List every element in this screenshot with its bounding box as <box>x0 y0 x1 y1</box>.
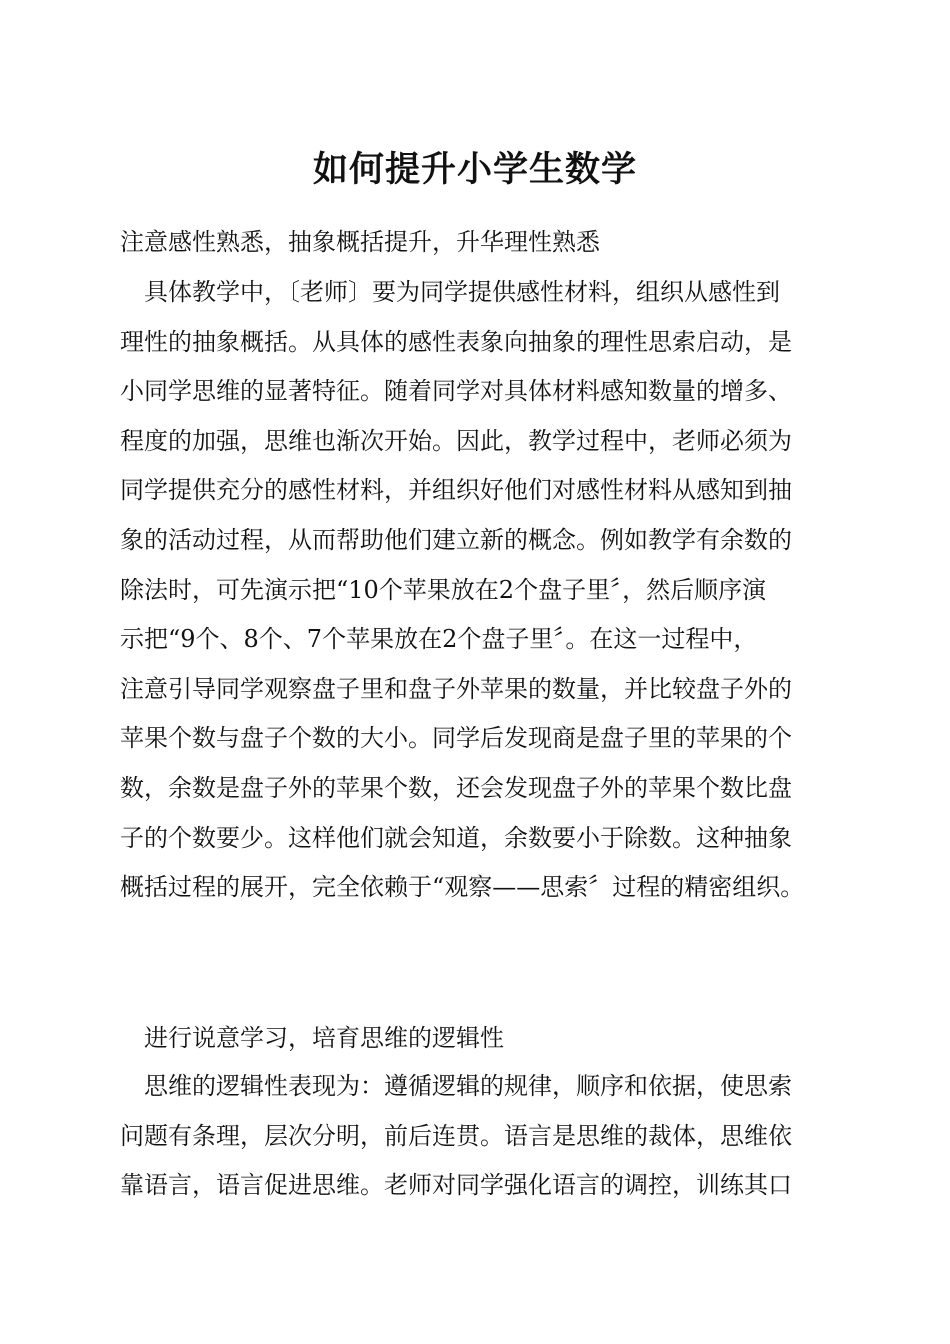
paragraph-line: 小同学思维的显著特征。随着同学对具体材料感知数量的增多、 <box>120 377 792 406</box>
paragraph-line: 象的活动过程，从而帮助他们建立新的概念。例如教学有余数的 <box>120 525 792 554</box>
paragraph-line: 数，余数是盘子外的苹果个数，还会发现盘子外的苹果个数比盘 <box>120 773 792 802</box>
paragraph-line: 理性的抽象概括。从具体的感性表象向抽象的理性思索启动，是 <box>120 327 792 356</box>
paragraph-line: 靠语言，语言促进思维。老师对同学强化语言的调控，训练其口 <box>120 1171 792 1200</box>
document-title: 如何提升小学生数学 <box>312 150 637 190</box>
paragraph-line: 同学提供充分的感性材料，并组织好他们对感性材料从感知到抽 <box>120 476 792 505</box>
paragraph-line: 思维的逻辑性表现为：遵循逻辑的规律，顺序和依据，使思索 <box>144 1072 792 1100</box>
section2-paragraph <box>120 1062 840 1211</box>
paragraph-line: 概括过程的展开，完全依赖于“观察——思索〞过程的精密组织。 <box>120 873 805 902</box>
paragraph-line: 苹果个数与盘子个数的大小。同学后发现商是盘子里的苹果的个 <box>120 724 792 753</box>
paragraph-line: 问题有条理，层次分明，前后连贯。语言是思维的裁体，思维依 <box>120 1121 792 1150</box>
paragraph-line: 除法时，可先演示把“10个苹果放在2个盘子里〞，然后顺序演 <box>120 575 767 604</box>
section2-heading-block <box>120 1014 840 1064</box>
paragraph-line: 子的个数要少。这样他们就会知道，余数要小于除数。这种抽象 <box>120 823 792 852</box>
section1-heading-block <box>120 218 840 268</box>
paragraph-line: 示把“9个、8个、7个苹果放在2个盘子里〞。在这一过程中， <box>120 625 758 654</box>
paragraph-line: 注意引导同学观察盘子里和盘子外苹果的数量，并比较盘子外的 <box>120 674 792 703</box>
section1-paragraph <box>120 268 840 913</box>
section1-heading: 注意感性熟悉，抽象概括提升，升华理性熟悉 <box>120 228 600 256</box>
paragraph-line: 程度的加强，思维也渐次开始。因此，教学过程中，老师必须为 <box>120 426 792 455</box>
paragraph-line: 具体教学中，〔老师〕要为同学提供感性材料，组织从感性到 <box>144 278 780 306</box>
section2-heading: 进行说意学习，培育思维的逻辑性 <box>144 1024 504 1052</box>
